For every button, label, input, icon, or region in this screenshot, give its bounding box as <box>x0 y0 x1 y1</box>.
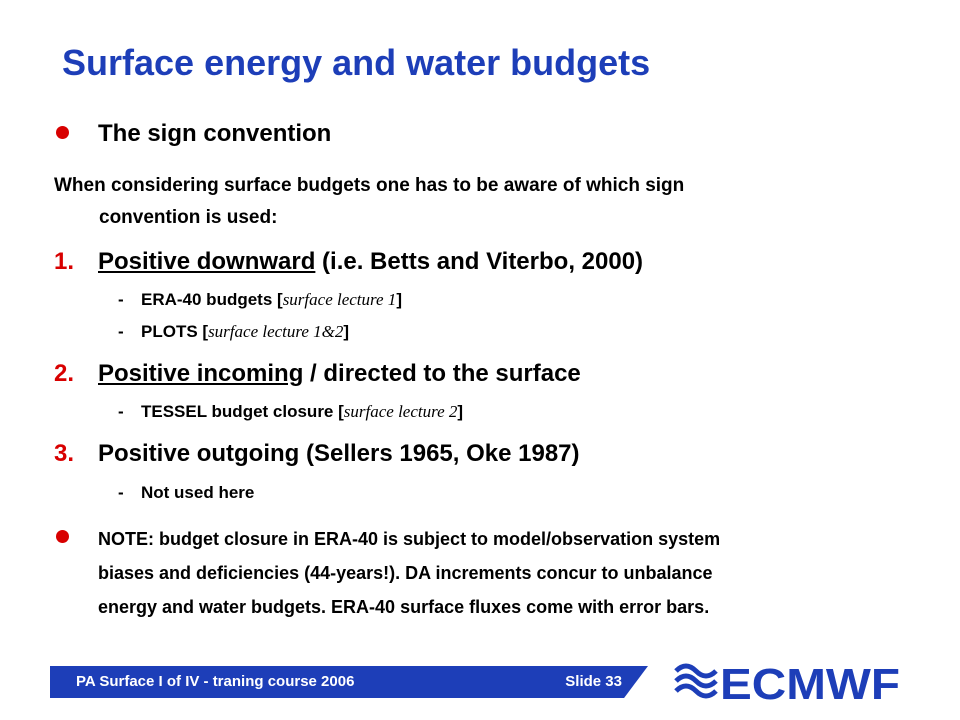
intro-line-1: When considering surface budgets one has to be aware of which sign <box>54 175 685 196</box>
note-line-2: biases and deficiencies (44-years!). DA increments concur to unbalance <box>98 563 713 583</box>
sub-1-1-close: ] <box>396 290 402 309</box>
bullet-dot-icon <box>56 530 69 543</box>
sub-1-2-dash: - <box>118 322 124 341</box>
sub-3-1-dash: - <box>118 483 124 502</box>
note-line-1: NOTE: budget closure in ERA-40 is subject to model/observation system <box>98 529 721 549</box>
sub-2-1-dash: - <box>118 402 124 421</box>
section-heading: The sign convention <box>98 120 332 147</box>
item-2-rest: / directed to the surface <box>303 360 581 387</box>
intro-paragraph <box>54 170 904 234</box>
sub-2-1-text <box>141 402 463 422</box>
item-1-number: 1. <box>54 248 75 275</box>
item-1-text <box>98 248 643 276</box>
sub-1-2-close: ] <box>343 322 350 341</box>
sub-3-1-label: Not used here <box>141 483 255 502</box>
sub-1-1-ref: surface lecture 1 <box>282 290 397 309</box>
logo-text: ECMWF <box>720 660 900 707</box>
item-3-rest: Positive outgoing (Sellers 1965, Oke 1987) <box>98 440 580 467</box>
item-3-text <box>98 440 580 468</box>
intro-line-2: convention is used: <box>99 207 278 228</box>
sub-2-1-ref: surface lecture 2 <box>343 402 458 421</box>
sub-1-2-ref: surface lecture 1&2 <box>208 322 344 341</box>
sub-1-1-text <box>141 290 402 310</box>
item-2-underlined: Positive incoming <box>98 360 304 387</box>
item-2-text <box>98 360 581 388</box>
note-paragraph <box>98 522 898 624</box>
item-3-number: 3. <box>54 440 75 467</box>
item-1-rest: (i.e. Betts and Viterbo, 2000) <box>315 248 644 275</box>
sub-2-1-close: ] <box>457 402 464 421</box>
footer-course-label: PA Surface I of IV - traning course 2006 <box>76 673 355 690</box>
ecmwf-logo <box>672 655 904 707</box>
item-1-underlined: Positive downward <box>98 248 316 275</box>
ecmwf-wave-icon <box>676 666 716 696</box>
sub-1-2-text <box>141 322 349 342</box>
note-line-3: energy and water budgets. ERA-40 surface fluxes come with error bars. <box>98 597 710 617</box>
slide-title: Surface energy and water budgets <box>62 42 651 83</box>
sub-2-1-label: TESSEL budget closure [ <box>141 402 344 421</box>
sub-1-1-label: ERA-40 budgets [ <box>141 290 283 309</box>
bullet-dot-icon <box>56 126 69 139</box>
sub-1-1-dash: - <box>118 290 124 309</box>
footer-slide-number: Slide 33 <box>565 673 622 690</box>
sub-3-1-text <box>141 483 254 503</box>
sub-1-2-label: PLOTS [ <box>141 322 209 341</box>
item-2-number: 2. <box>54 360 75 387</box>
